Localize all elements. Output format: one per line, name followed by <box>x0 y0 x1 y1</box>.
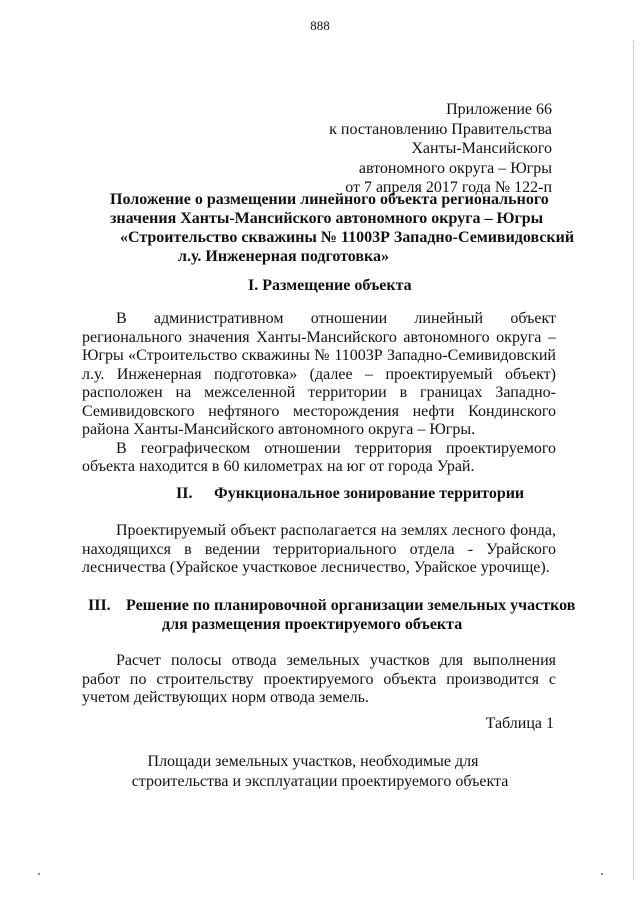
table-label: Таблица 1 <box>485 715 554 732</box>
paragraph: В географическом отношении территория проектируемого объекта находится в 60 километрах на юг от города Урай. <box>82 439 556 475</box>
appendix-line: Приложение 66 <box>446 101 552 118</box>
appendix-line: Ханты-Мансийского <box>411 140 552 157</box>
title-line: значения Ханты-Мансийского автономного округа – Югры <box>110 210 544 227</box>
paragraph: Расчет полосы отвода земельных участков для выполнения работ по строительству проектируемого объекта производится с учетом действующих норм отвода земель. <box>82 652 556 706</box>
title-line: л.у. Инженерная подготовка» <box>178 248 389 265</box>
caption-line: строительства и эксплуатации проектируемого объекта <box>131 772 509 790</box>
caption-line: Площади земельных участков, необходимые для <box>147 753 479 770</box>
title-line: Положение о размещении линейного объекта регионального <box>110 191 549 208</box>
section-heading-zoning <box>176 484 524 503</box>
appendix-line: к постановлению Правительства <box>329 120 552 138</box>
section-heading-placement: I. Размещение объекта <box>248 277 412 294</box>
scan-speck <box>38 873 40 875</box>
title-line: «Строительство скважины № 11003Р Западно-Семивидовский <box>120 229 575 246</box>
section-body-zoning <box>82 522 556 578</box>
section-number: II. <box>176 485 193 502</box>
table-caption <box>0 752 640 791</box>
section-body-placement <box>82 310 556 477</box>
appendix-line: автономного округа – Югры <box>358 159 552 177</box>
document-title <box>100 190 575 266</box>
page-number: 888 <box>310 18 330 33</box>
scan-margin-line <box>633 40 634 880</box>
section-heading-text: для размещения проектируемого объекта <box>162 616 463 633</box>
section-body-planning <box>82 652 556 708</box>
scan-speck <box>601 873 603 875</box>
section-heading-text: Функциональное зонирование территории <box>214 485 525 502</box>
paragraph: В административном отношении линейный объект регионального значения Ханты-Мансийского автономного округа – Югры «Строительство скважины № 11003Р Западно-Семивидовский л.у. Инженерная подготовка» (далее – проектируемый объект) расположен на межселенной территории в границах Западно-Семивидовского нефтяного месторождения нефти Кондинского района Ханты-Мансийского автономного округа – Югры. <box>82 310 556 438</box>
section-heading-planning <box>88 596 575 634</box>
appendix-line: от 7 апреля 2017 года № 122-п <box>345 179 552 196</box>
section-number: III. <box>88 597 111 614</box>
section-heading-text: Решение по планировочной организации земельных участков <box>126 597 576 614</box>
paragraph: Проектируемый объект располагается на землях лесного фонда, находящихся в ведении территориального отдела - Урайского лесничества (Урайское участковое лесничество, Урайское урочище). <box>82 522 556 576</box>
appendix-reference <box>329 100 552 198</box>
